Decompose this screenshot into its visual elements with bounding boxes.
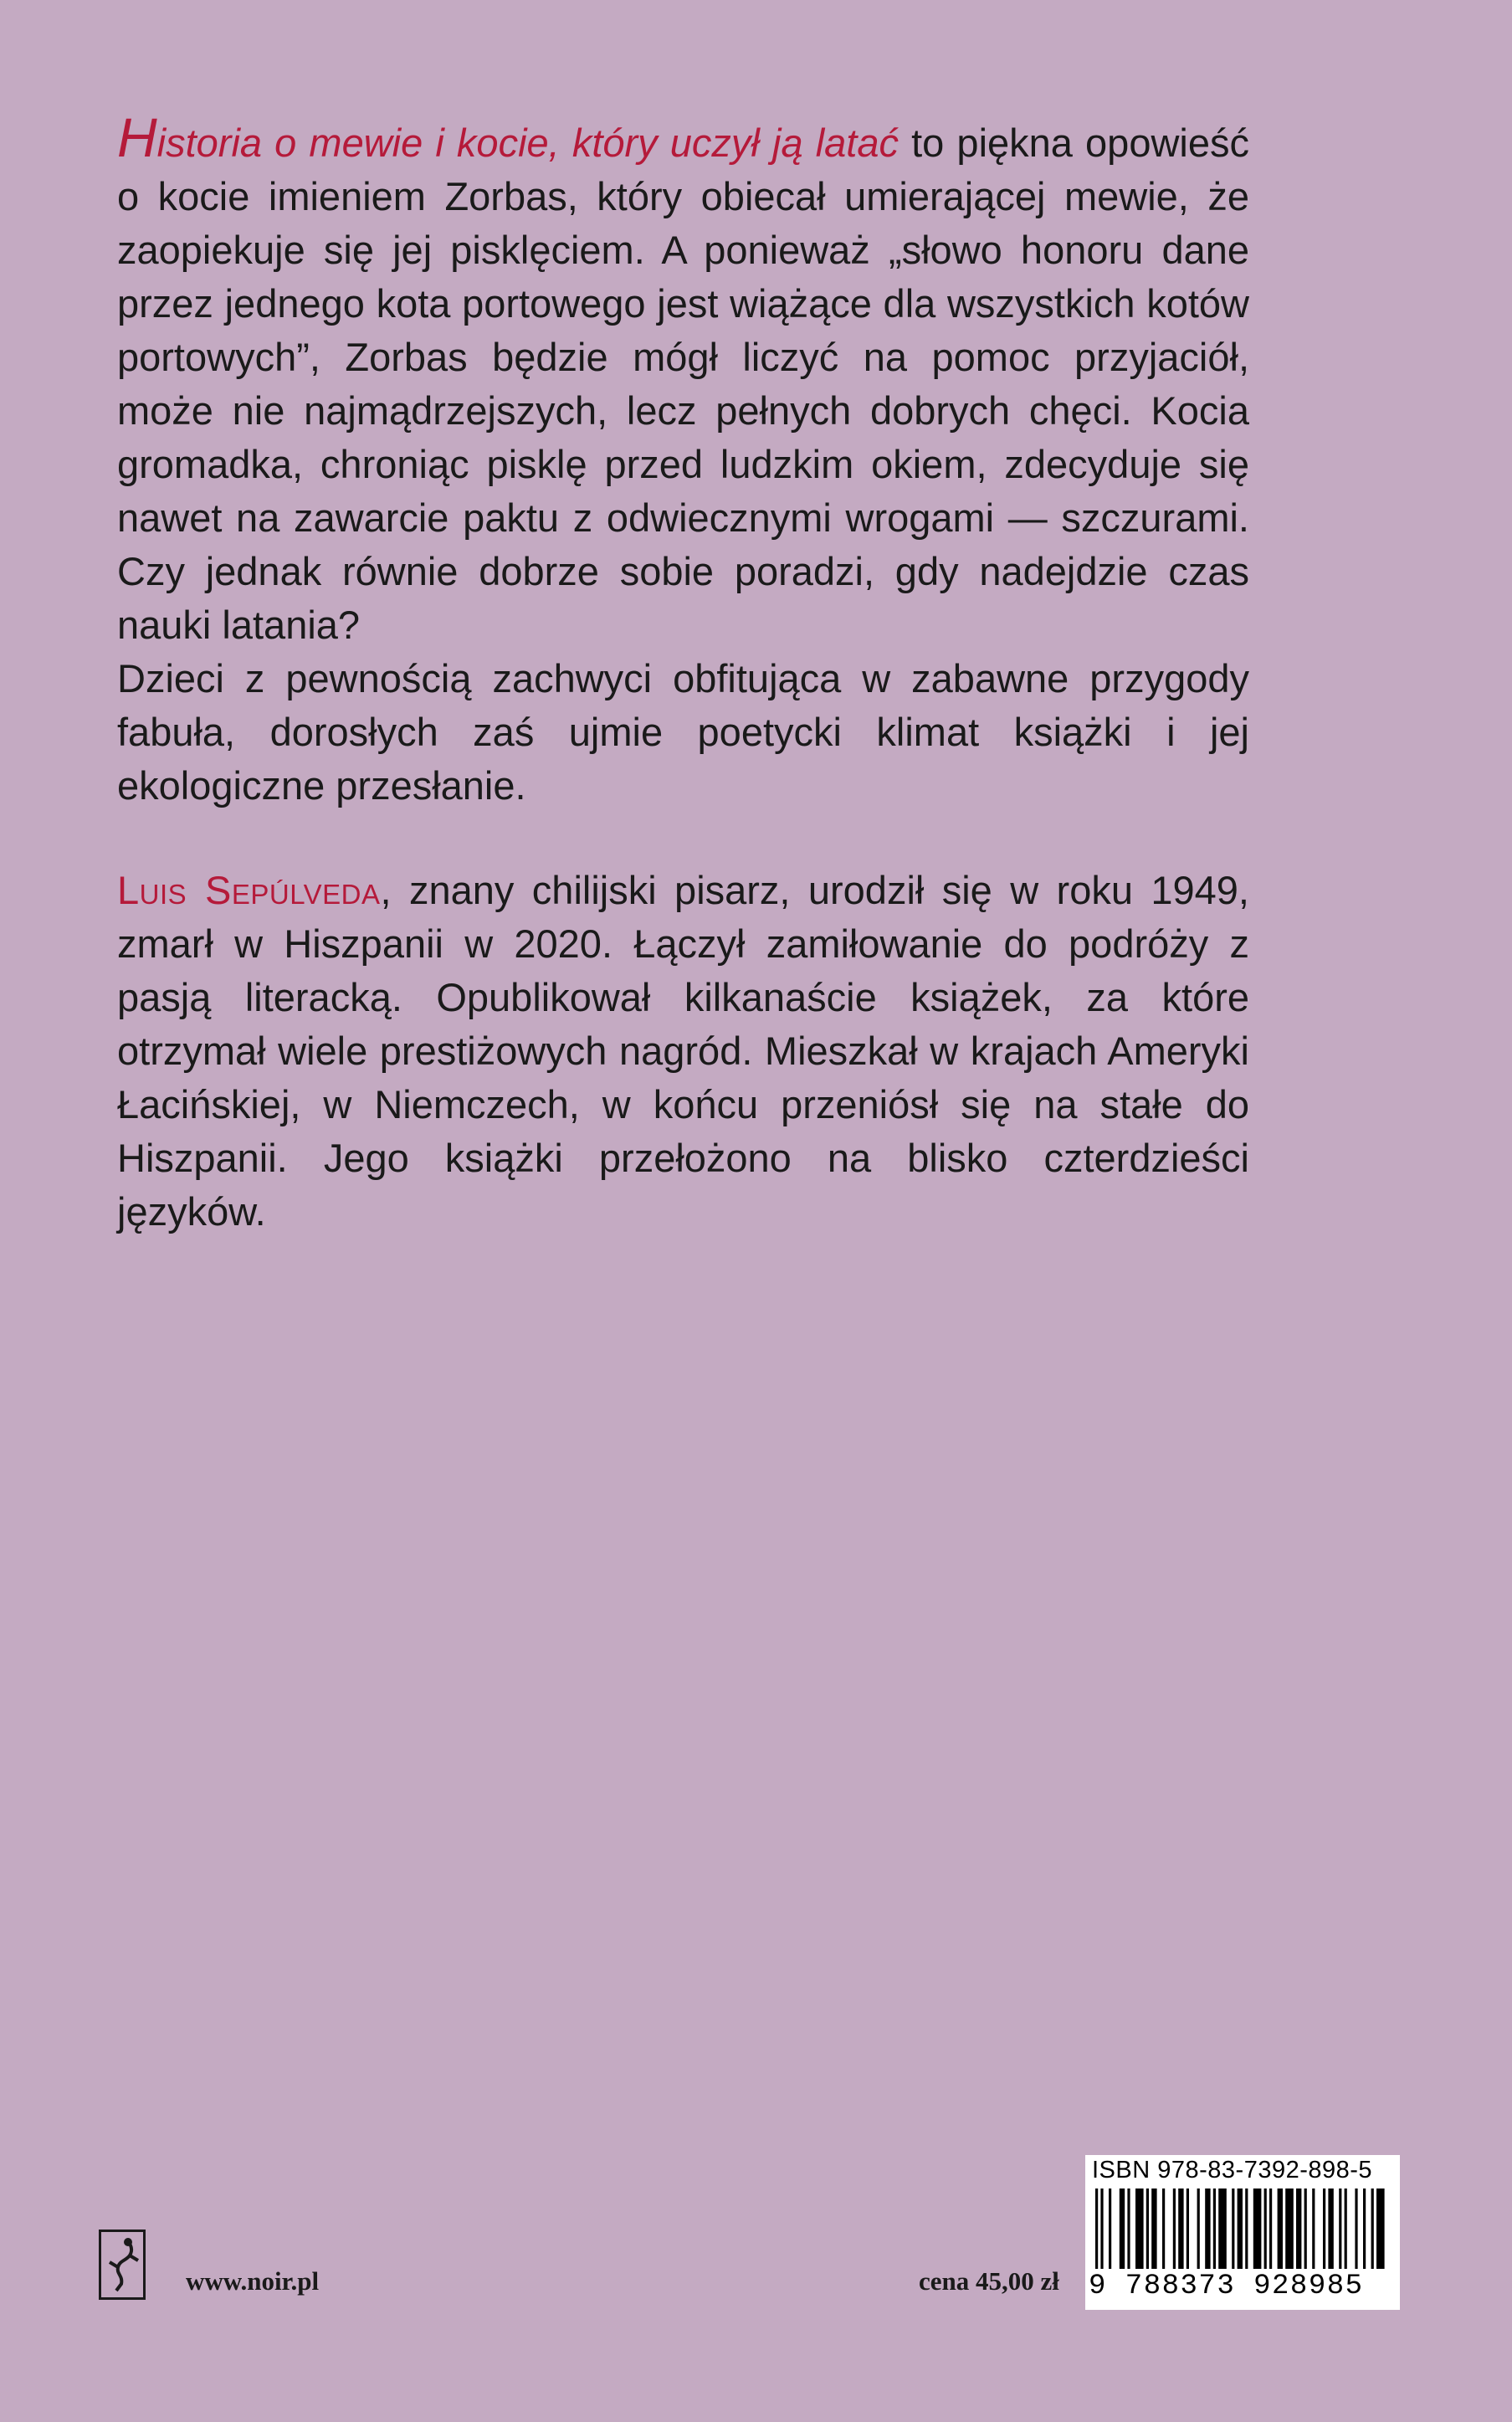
barcode-bar — [1296, 2189, 1301, 2269]
noir-publisher-logo-icon — [99, 2230, 146, 2300]
barcode-bar — [1135, 2189, 1144, 2269]
barcode-bar — [1278, 2189, 1283, 2269]
ean-digits: 9 788373 928985 — [1089, 2271, 1364, 2302]
barcode-bar — [1328, 2189, 1333, 2269]
barcode-bar — [1269, 2189, 1272, 2269]
barcode-bar — [1109, 2189, 1111, 2269]
isbn-label: ISBN 978-83-7392-898-5 — [1092, 2157, 1373, 2183]
barcode-bar — [1304, 2189, 1307, 2269]
barcode-bar — [1371, 2189, 1374, 2269]
barcode-bars — [1095, 2189, 1390, 2272]
barcode-bar — [1285, 2189, 1294, 2269]
barcode-bar — [1238, 2189, 1243, 2269]
synopsis-paragraph — [117, 106, 1249, 652]
logo-figure-icon — [101, 2232, 143, 2297]
barcode-bar — [1127, 2189, 1130, 2269]
isbn-barcode — [1085, 2155, 1400, 2310]
barcode-bar — [1213, 2189, 1216, 2269]
barcode-bar — [1232, 2189, 1234, 2269]
book-title — [117, 106, 899, 168]
publisher-url[interactable]: www.noir.pl — [186, 2266, 320, 2296]
barcode-bar — [1173, 2189, 1176, 2269]
barcode-bar — [1339, 2189, 1341, 2269]
barcode-bar — [1264, 2189, 1267, 2269]
barcode-bar — [1095, 2189, 1098, 2269]
barcode-bar — [1253, 2189, 1262, 2269]
barcode-bar — [1205, 2189, 1210, 2269]
barcode-bar — [1218, 2189, 1227, 2269]
barcode-bar — [1146, 2189, 1149, 2269]
barcode-bar — [1363, 2189, 1366, 2269]
barcode-bar — [1245, 2189, 1248, 2269]
synopsis-body: to piękna opowieść o kocie imieniem Zorbas, który obiecał umierającej mewie, że zaopiekuje się jej pisklęciem. A ponieważ „słowo honoru dane przez jednego kota portowego jest wiążące dla wszystkich kotów portowych”, Zorbas będzie mógł liczyć na pomoc przyjaciół, może nie najmądrzejszych, lecz pełnych dobrych chęci. Kocia gromadka, chroniąc pisklę przed ludzkim okiem, zdecyduje się nawet na zawarcie paktu z odwiecznymi wrogami — szczurami. Czy jednak równie dobrze sobie poradzi, gdy nadejdzie czas nauki latania? — [117, 121, 1249, 647]
barcode-bar — [1187, 2189, 1189, 2269]
author-bio: , znany chilijski pisarz, urodził się w roku 1949, zmarł w Hiszpanii w 2020. Łączył zamiłowanie do podróży z pasją literacką. Opublikował kilkanaście książek, za które otrzymał wiele prestiżowych nagród. Mieszkał w krajach Ameryki Łacińskiej, w Niemczech, w końcu przeniósł się na stałe do Hiszpanii. Jego książki przełożono na blisko czterdzieści języków. — [117, 868, 1249, 1234]
author-name: Luis Sepúlveda — [117, 868, 381, 912]
barcode-bar — [1197, 2189, 1200, 2269]
synopsis-block — [117, 106, 1249, 813]
title-rest: istoria o mewie i kocie, który uczył ją latać — [156, 121, 899, 165]
barcode-bar — [1345, 2189, 1347, 2269]
barcode-bar — [1376, 2189, 1385, 2269]
barcode-bar — [1100, 2189, 1103, 2269]
barcode-bar — [1162, 2189, 1165, 2269]
title-initial: H — [117, 106, 157, 168]
barcode-bar — [1178, 2189, 1183, 2269]
barcode-bar — [1312, 2189, 1315, 2269]
barcode-bar — [1151, 2189, 1156, 2269]
barcode-bar — [1323, 2189, 1325, 2269]
price-label: cena 45,00 zł — [919, 2266, 1059, 2296]
synopsis-paragraph-2: Dzieci z pewnością zachwyci obfitująca w zabawne przygody fabuła, dorosłych zaś ujmie poetycki klimat książki i jej ekologiczne przesłanie. — [117, 656, 1249, 808]
author-paragraph — [117, 864, 1249, 1239]
barcode-bar — [1120, 2189, 1125, 2269]
author-block — [117, 864, 1249, 1239]
barcode-bar — [1355, 2189, 1357, 2269]
